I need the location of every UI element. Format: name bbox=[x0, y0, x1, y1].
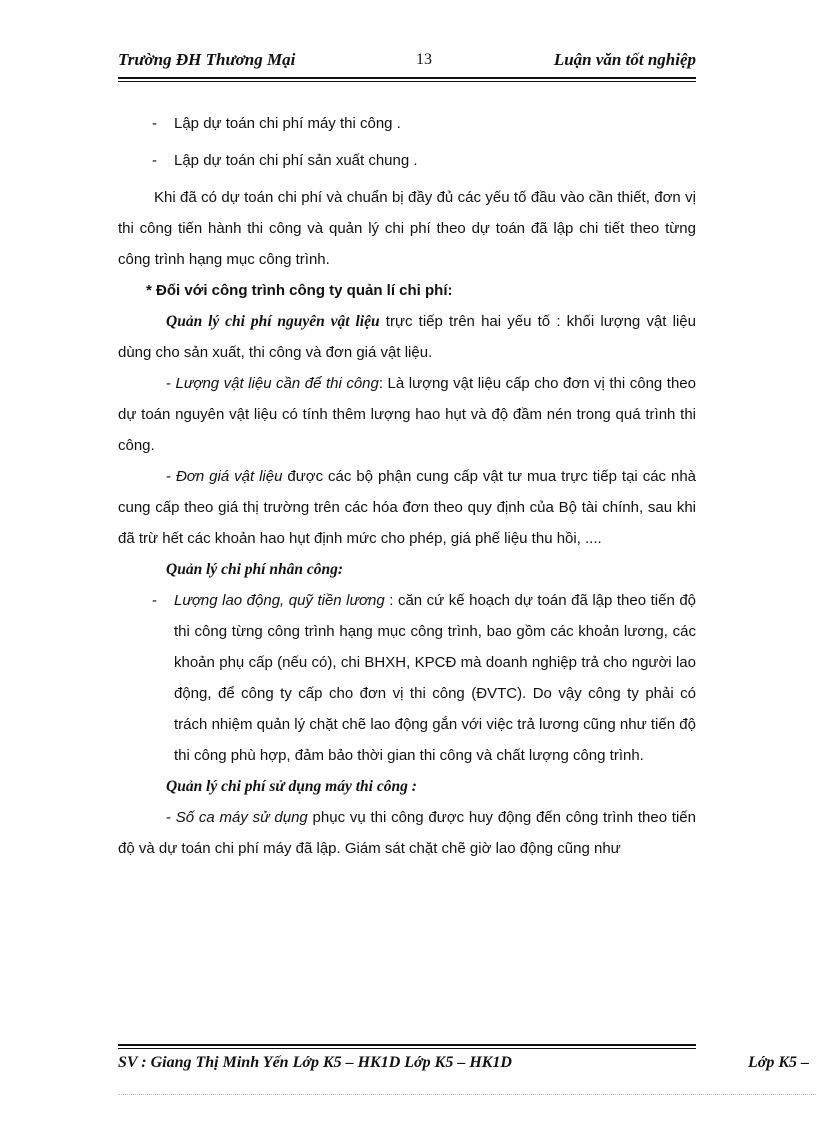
paragraph-machine bbox=[118, 802, 696, 864]
section-heading: * Đối với công trình công ty quản lí chi phí: bbox=[146, 282, 453, 299]
header-doc-type: Luận văn tốt nghiệp bbox=[553, 50, 696, 69]
unit-price-text: được các bộ phận cung cấp vật tư mua trực tiếp tại các nhà cung cấp theo giá thị trường trên các hóa đơn theo quy định của Bộ tài chính, sau khi đã trừ hết các khoản hao hụt định mức cho phép, giá phế liệu thu hồi, .... bbox=[118, 468, 697, 547]
footer-dotted-line bbox=[118, 1094, 816, 1095]
header-school: Trường ĐH Thương Mại bbox=[118, 50, 296, 69]
bullet-text: Lập dự toán chi phí sản xuất chung . bbox=[174, 152, 418, 169]
bullet-dash: - bbox=[152, 152, 157, 169]
labor-term: Lượng lao động, quỹ tiền lương bbox=[174, 592, 385, 609]
quantity-text: : Là lượng vật liệu cấp cho đơn vị thi công theo dự toán nguyên vật liệu có tính thêm lượng hao hụt và độ đầm nén trong quá trình thi công. bbox=[118, 375, 696, 454]
footer-rule-thick bbox=[118, 1044, 696, 1046]
page-header bbox=[118, 50, 696, 80]
header-rule-thin bbox=[118, 81, 696, 82]
unit-price-prefix: - bbox=[166, 468, 176, 485]
quantity-term: Lượng vật liệu cần để thi công bbox=[175, 375, 379, 392]
footer-class: Lớp K5 – bbox=[748, 1054, 810, 1071]
footer-student: SV : Giang Thị Minh Yến Lớp K5 – HK1D Lớp K5 – HK1D bbox=[118, 1054, 512, 1071]
paragraph-unit-price bbox=[118, 461, 696, 554]
quantity-prefix: - bbox=[166, 375, 176, 392]
paragraph-quantity bbox=[118, 368, 696, 461]
material-term: Quản lý chi phí nguyên vật liệu bbox=[166, 313, 380, 330]
bullet-dash: - bbox=[152, 592, 157, 609]
unit-price-term: Đơn giá vật liệu bbox=[175, 468, 283, 485]
labor-heading: Quản lý chi phí nhân công: bbox=[166, 561, 344, 578]
machine-heading: Quản lý chi phí sử dụng máy thi công : bbox=[166, 778, 417, 795]
machine-prefix: - bbox=[166, 809, 176, 826]
machine-term: Số ca máy sử dụng bbox=[175, 809, 308, 826]
machine-text: phục vụ thi công được huy động đến công trình theo tiến độ và dự toán chi phí máy đã lập. Giám sát chặt chẽ giờ lao động cũng như bbox=[118, 809, 696, 857]
page-number: 13 bbox=[416, 51, 432, 68]
bullet-text: Lập dự toán chi phí máy thi công . bbox=[174, 115, 401, 132]
bullet-machine-cost bbox=[118, 108, 696, 139]
paragraph-intro: Khi đã có dự toán chi phí và chuẩn bị đầy đủ các yếu tố đầu vào cần thiết, đơn vị thi công tiến hành thi công và quản lý chi phí theo dự toán đã lập chi tiết theo từng công trình hạng mục công trình. bbox=[118, 189, 696, 268]
header-rule-thick bbox=[118, 77, 696, 79]
footer-rule-thin bbox=[118, 1048, 696, 1049]
document-body bbox=[118, 108, 696, 864]
bullet-general-cost bbox=[118, 145, 696, 176]
paragraph-material bbox=[118, 306, 696, 368]
paragraph-labor bbox=[118, 585, 696, 771]
bullet-dash: - bbox=[152, 115, 157, 132]
material-text: trực tiếp trên hai yếu tố : khối lượng vật liệu dùng cho sản xuất, thi công và đơn giá vật liệu. bbox=[118, 313, 696, 361]
labor-text: : căn cứ kế hoạch dự toán đã lập theo tiến độ thi công từng công trình hạng mục công trình, bao gồm các khoản lương, các khoản phụ cấp (nếu có), chi BHXH, KPCĐ mà doanh nghiệp trả cho người lao động, để công ty cấp cho đơn vị thi công (ĐVTC). Do vậy công ty phải có trách nhiệm quản lý chặt chẽ lao động gắn với việc trả lương cũng như tiến độ thi công phù hợp, đảm bảo thời gian thi công và chất lượng công trình. bbox=[174, 592, 696, 764]
